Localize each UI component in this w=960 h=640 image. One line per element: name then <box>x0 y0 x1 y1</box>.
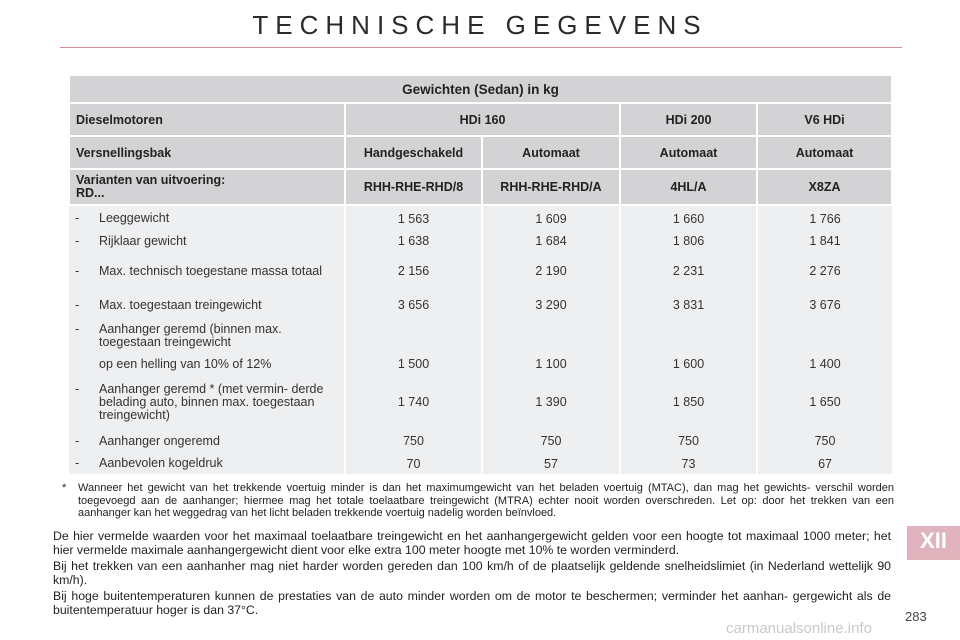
header-cell-variant: 4HL/A <box>620 169 757 205</box>
header-cell-engine: V6 HDi <box>757 103 892 136</box>
header-cell-gearbox: Automaat <box>757 136 892 169</box>
table-row <box>69 353 892 375</box>
table-cell <box>620 319 757 353</box>
table-cell: 750 <box>620 429 757 453</box>
table-cell: 73 <box>620 453 757 475</box>
table-cell: 1 766 <box>757 205 892 231</box>
table-row <box>69 291 892 319</box>
table-row <box>69 453 892 475</box>
table-cell: 1 684 <box>482 231 620 251</box>
header-label-gearbox: Versnellingsbak <box>69 136 345 169</box>
weights-table <box>68 74 893 476</box>
row-label: - Rijklaar gewicht <box>69 231 345 251</box>
paragraph-temperature: Bij hoge buitentemperaturen kunnen de prestaties van de auto minder worden om de motor te beschermen; verminder het aanhan- gergewicht als de buitentemperatuur hoger is dan 37°C. <box>53 589 891 617</box>
header-cell-engine: HDi 200 <box>620 103 757 136</box>
chapter-label: XII <box>920 528 947 553</box>
table-cell <box>482 319 620 353</box>
variant-label-line1: Varianten van uitvoering: <box>76 173 226 187</box>
footnote-star: * <box>62 482 67 494</box>
table-row <box>69 375 892 429</box>
table-row <box>69 205 892 231</box>
table-row <box>69 231 892 251</box>
table-row <box>69 319 892 353</box>
table-cell: 1 609 <box>482 205 620 231</box>
table-cell: 1 500 <box>345 353 482 375</box>
table-cell: 750 <box>757 429 892 453</box>
footnote-text: Wanneer het gewicht van het trekkende voertuig minder is dan het maximumgewicht van het beladen voertuig (MTAC), dan mag het gewichts- verschil worden toegevoegd aan de aanhanger; hiermee mag het totale toelaatbare treingewicht (MTRA) echter nooit worden overschreden. Let op: door het trekken van een aanhanger kan het weggedrag van het licht beladen trekkende voertuig nadelig worden beïnvloed. <box>78 482 894 519</box>
chapter-tab <box>907 526 960 560</box>
header-label-variant <box>69 169 345 205</box>
table-cell: 2 190 <box>482 251 620 291</box>
table-cell: 3 290 <box>482 291 620 319</box>
table-cell: 3 656 <box>345 291 482 319</box>
row-label: - Aanhanger geremd * (met vermin- derde belading auto, binnen max. toegestaan treingewicht) <box>69 375 345 429</box>
table-cell: 1 100 <box>482 353 620 375</box>
table-cell: 1 806 <box>620 231 757 251</box>
row-label: - Aanhanger geremd (binnen max. toegestaan treingewicht <box>69 319 345 353</box>
table-cell: 1 600 <box>620 353 757 375</box>
header-cell-gearbox: Automaat <box>620 136 757 169</box>
row-label: - Leeggewicht <box>69 205 345 231</box>
page-number: 283 <box>905 609 927 624</box>
table-row <box>69 251 892 291</box>
row-label: - Aanbevolen kogeldruk <box>69 453 345 475</box>
header-cell-variant: X8ZA <box>757 169 892 205</box>
header-cell-variant: RHH-RHE-RHD/A <box>482 169 620 205</box>
table-caption: Gewichten (Sedan) in kg <box>69 75 892 103</box>
header-cell-variant: RHH-RHE-RHD/8 <box>345 169 482 205</box>
table-cell: 1 650 <box>757 375 892 429</box>
table-cell: 57 <box>482 453 620 475</box>
row-label: op een helling van 10% of 12% <box>69 353 345 375</box>
table-cell: 750 <box>482 429 620 453</box>
table-row <box>69 429 892 453</box>
table-cell: 2 156 <box>345 251 482 291</box>
header-cell-gearbox: Handgeschakeld <box>345 136 482 169</box>
table-cell: 1 400 <box>757 353 892 375</box>
page-title: TECHNISCHE GEGEVENS <box>252 10 708 40</box>
header-cell-gearbox: Automaat <box>482 136 620 169</box>
paragraph-altitude: De hier vermelde waarden voor het maximaal toelaatbare treingewicht en het aanhangergewicht gelden voor een hoogte tot maximaal 1000 meter; het hier vermelde maximale aanhangergewicht dient voor elke extra 100 meter hoogte met 10% te worden verminderd. <box>53 529 891 557</box>
paragraph-speed: Bij het trekken van een aanhanher mag niet harder worden gereden dan 100 km/h of de plaatselijk geldende snelheidslimiet (in Nederland wettelijk 90 km/h). <box>53 559 891 587</box>
table-cell: 1 740 <box>345 375 482 429</box>
table-cell: 70 <box>345 453 482 475</box>
table-cell: 1 660 <box>620 205 757 231</box>
title-divider <box>60 47 902 48</box>
row-label: - Max. toegestaan treingewicht <box>69 291 345 319</box>
header-cell-engine: HDi 160 <box>345 103 620 136</box>
table-cell: 1 563 <box>345 205 482 231</box>
table-cell: 750 <box>345 429 482 453</box>
table-cell: 1 841 <box>757 231 892 251</box>
table-cell: 3 676 <box>757 291 892 319</box>
variant-label-line2: RD... <box>76 186 105 200</box>
table-cell <box>757 319 892 353</box>
table-cell: 2 276 <box>757 251 892 291</box>
table-cell: 1 638 <box>345 231 482 251</box>
table-cell: 67 <box>757 453 892 475</box>
row-label: - Max. technisch toegestane massa totaal <box>69 251 345 291</box>
table-cell: 1 390 <box>482 375 620 429</box>
table-cell <box>345 319 482 353</box>
table-cell: 3 831 <box>620 291 757 319</box>
table-cell: 1 850 <box>620 375 757 429</box>
table-cell: 2 231 <box>620 251 757 291</box>
footnote <box>62 482 894 520</box>
watermark: carmanualsonline.info <box>726 620 872 637</box>
header-label-engine: Dieselmotoren <box>69 103 345 136</box>
row-label: - Aanhanger ongeremd <box>69 429 345 453</box>
